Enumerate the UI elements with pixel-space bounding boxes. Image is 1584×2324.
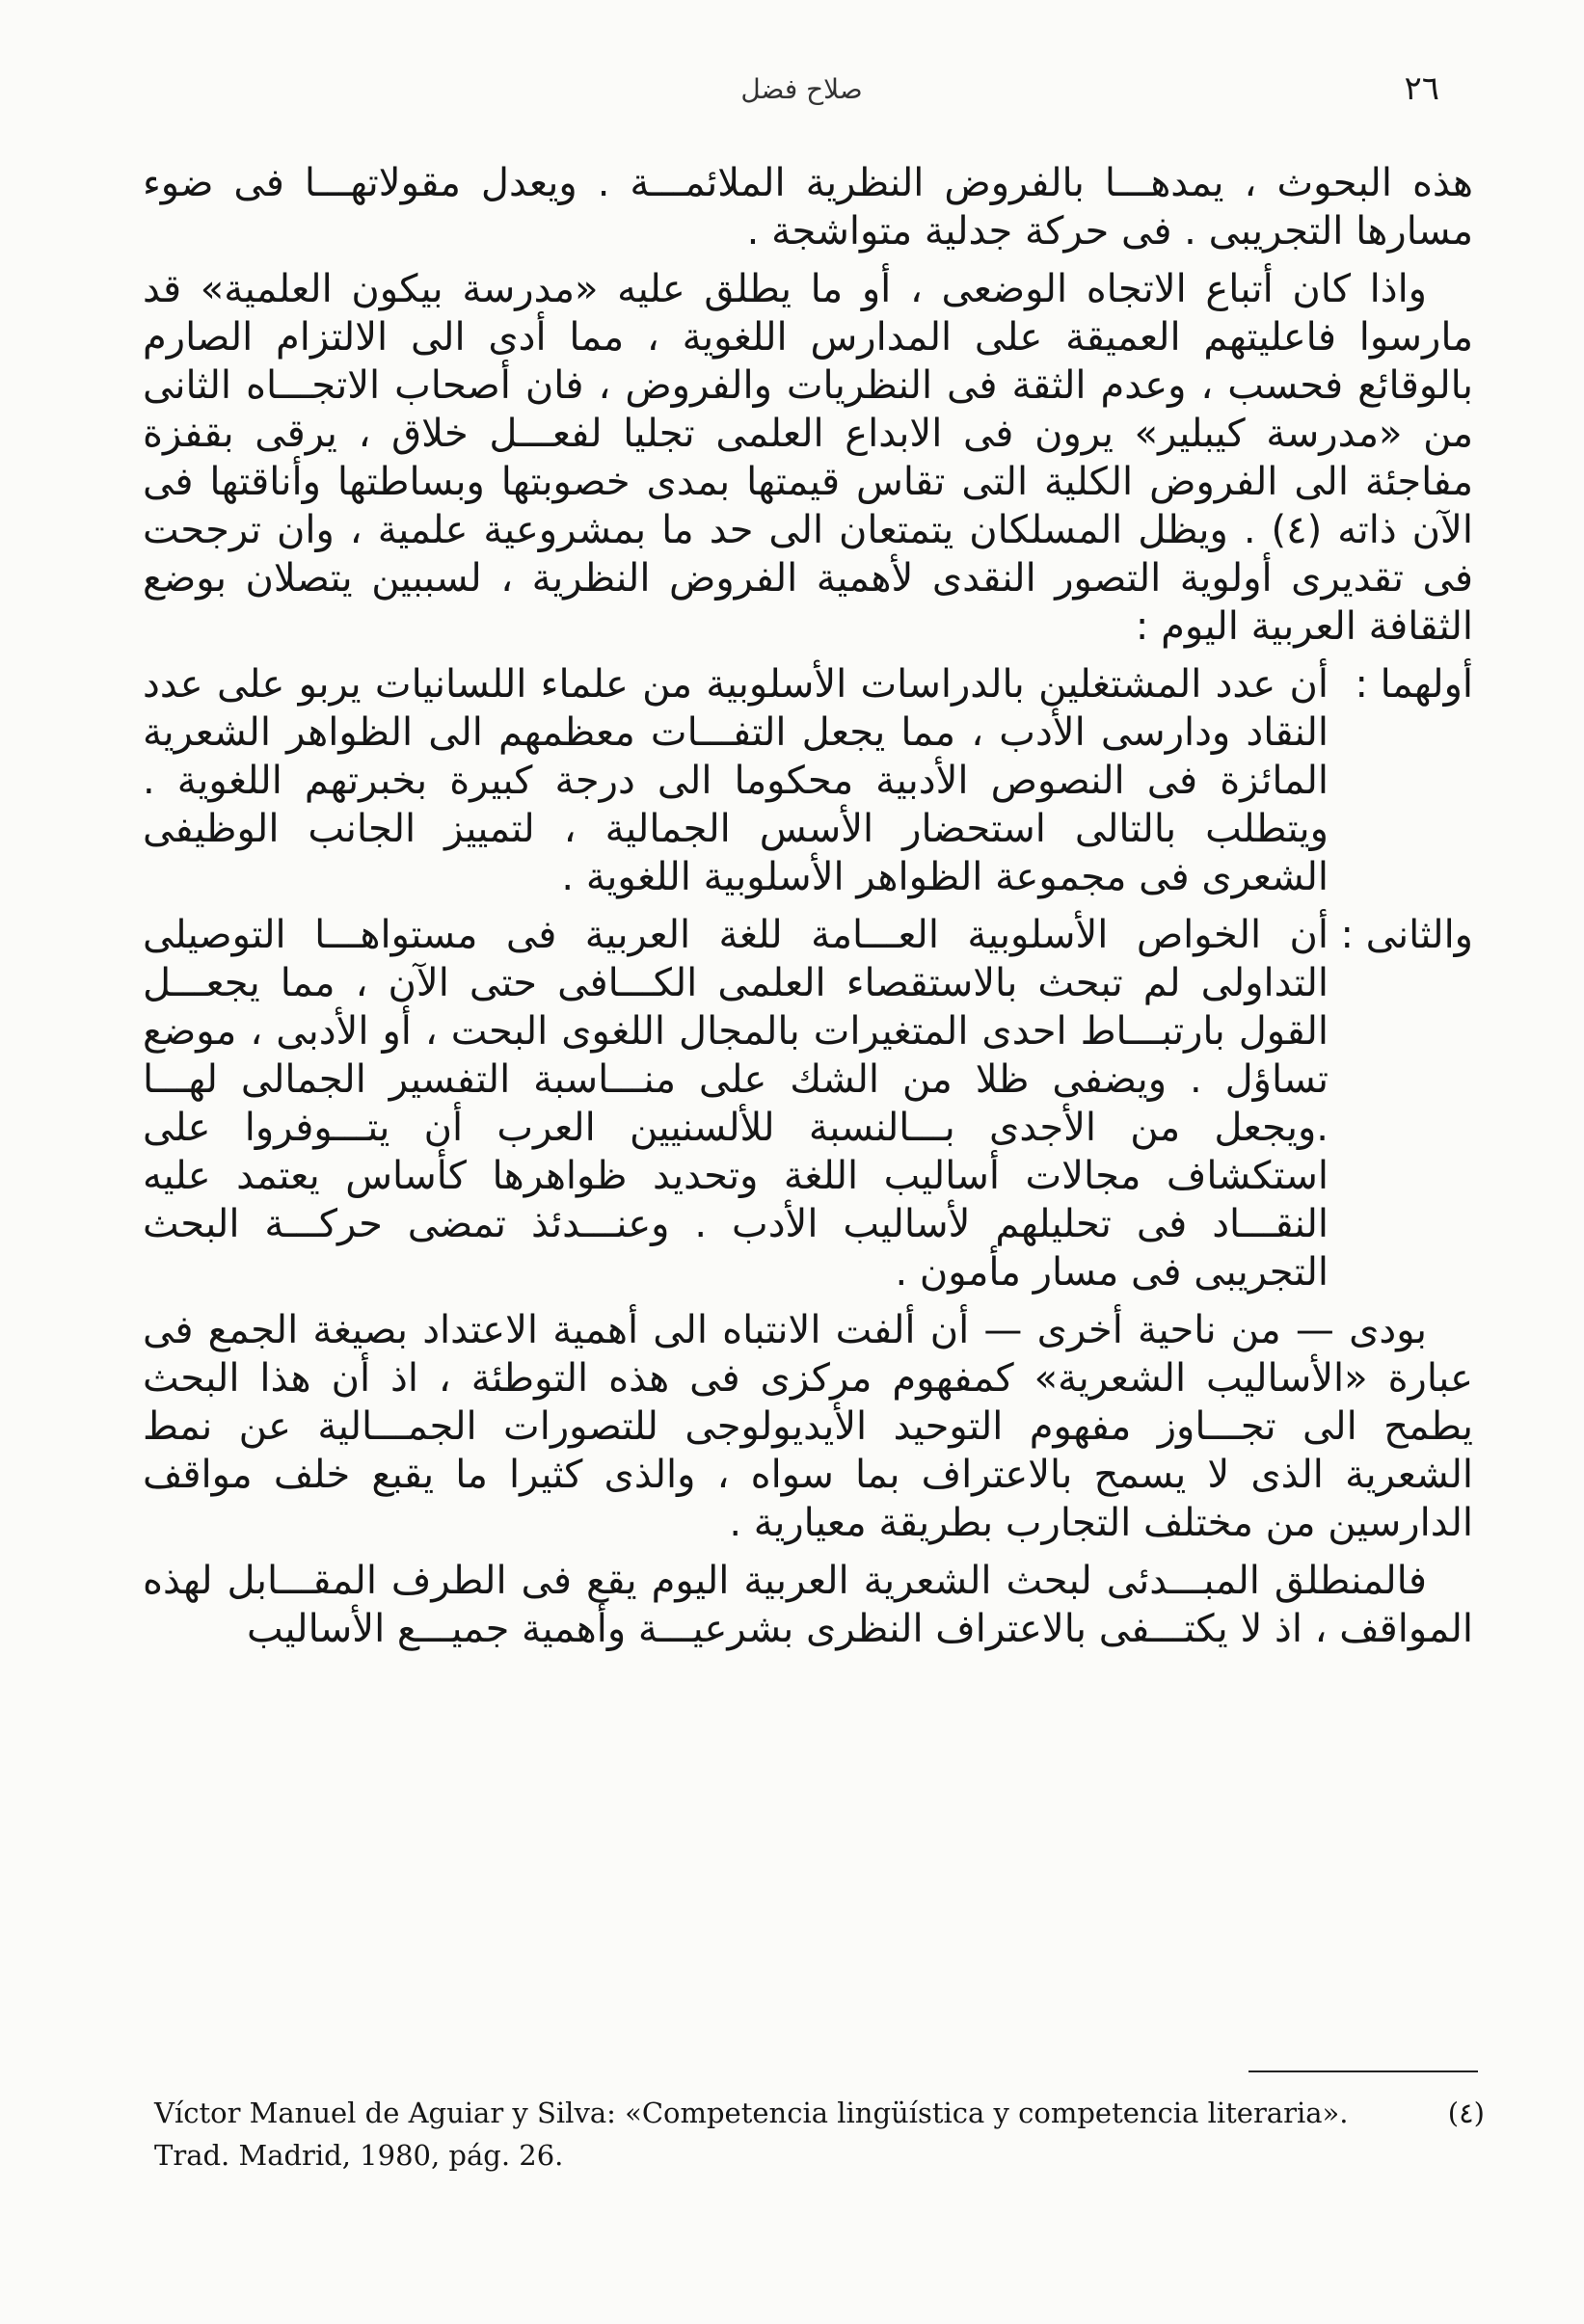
footnote-divider xyxy=(1248,2070,1478,2072)
item-label-first: أولهما : xyxy=(1355,662,1473,707)
paragraph-1: هذه البحوث ، يمدهـــا بالفروض النظرية الملائمـــة . ويعدل مقولاتهـــا فى ضوء مسارها التجريبى . فى حركة جدلية متواشجة . xyxy=(143,161,1473,254)
item-text-second: أن الخواص الأسلوبية العـــامة للغة العربية فى مستواهـــا التوصيلى التداولى لم تبحث بالاستقصاء العلمى الكـــافى حتى الآن ، مما يجعـــل القول بارتبـــاط احدى المتغيرات بالمجال اللغوى البحت ، أو الأدبى ، موضع تساؤل . ويضفى ظلا من الشك على منـــاسبة التفسير الجمالى لهـــا .ويجعل من الأجدى بـــالنسبة للألسنيين العرب أن يتـــوفروا على استكشاف مجالات أساليب اللغة وتحديد ظواهرها كأساس يعتمد عليه النقـــاد فى تحليلهم لأساليب الأدب . وعنـــدئذ تمضى حركـــة البحث التجريبى فى مسار مأمون . xyxy=(143,913,1329,1295)
list-item-second xyxy=(143,911,1473,1296)
footnote xyxy=(154,2092,1485,2177)
item-label-second: والثانى : xyxy=(1340,913,1473,957)
page-number: ٢٦ xyxy=(1404,69,1439,108)
item-text-first: أن عدد المشتغلين بالدراسات الأسلوبية من علماء اللسانيات يربو على عدد النقاد ودارسى الأدب ، مما يجعل التفـــات معظمهم الى الظواهر الشعرية المائزة فى النصوص الأدبية محكوما الى درجة كبيرة بخبرتهم اللغوية . ويتطلب بالتالى استحضار الأسس الجمالية ، لتمييز الجانب الوظيفى الشعرى فى مجموعة الظواهر الأسلوبية اللغوية . xyxy=(143,662,1329,899)
list-item-first xyxy=(143,660,1473,901)
running-head-author: صلاح فضل xyxy=(740,73,863,105)
body-text xyxy=(143,159,1473,1663)
paragraph-3: بودى — من ناحية أخرى — أن ألفت الانتباه الى أهمية الاعتداد بصيغة الجمع فى عبارة «الأساليب الشعرية» كمفهوم مركزى فى هذه التوطئة ، اذ أن هذا البحث يطمح الى تجـــاوز مفهوم التوحيد الأيديولوجى للتصورات الجمـــالية عن نمط الشعرية الذى لا يسمح بالاعتراف بما سواه ، والذى كثيرا ما يقبع خلف مواقف الدارسين من مختلف التجارب بطريقة معيارية . xyxy=(143,1308,1473,1545)
footnote-marker: (٤) xyxy=(1447,2097,1485,2129)
paragraph-2: واذا كان أتباع الاتجاه الوضعى ، أو ما يطلق عليه «مدرسة بيكون العلمية» قد مارسوا فاعليتهم العميقة على المدارس اللغوية ، مما أدى الى الالتزام الصارم بالوقائع فحسب ، وعدم الثقة فى النظريات والفروض ، فان أصحاب الاتجـــاه الثانى من «مدرسة كيبلير» يرون فى الابداع العلمى تجليا لفعـــل خلاق ، يرقى بقفزة مفاجئة الى الفروض الكلية التى تقاس قيمتها بمدى خصوبتها وبساطتها وأناقتها فى الآن ذاته (٤) . ويظل المسلكان يتمتعان الى حد ما بمشروعية علمية ، وان ترجحت فى تقديرى أولوية التصور النقدى لأهمية الفروض النظرية ، لسببين يتصلان بوضع الثقافة العربية اليوم : xyxy=(143,267,1473,649)
page-header xyxy=(164,69,1439,127)
footnote-text: Víctor Manuel de Aguiar y Silva: «Competencia lingüística y competencia literaria». Trad. Madrid, 1980, pág. 26. xyxy=(154,2097,1349,2172)
paragraph-4: فالمنطلق المبـــدئى لبحث الشعرية العربية اليوم يقع فى الطرف المقـــابل لهذه المواقف ، اذ لا يكتـــفى بالاعتراف النظرى بشرعيـــة وأهمية جميـــع الأساليب xyxy=(143,1559,1473,1651)
